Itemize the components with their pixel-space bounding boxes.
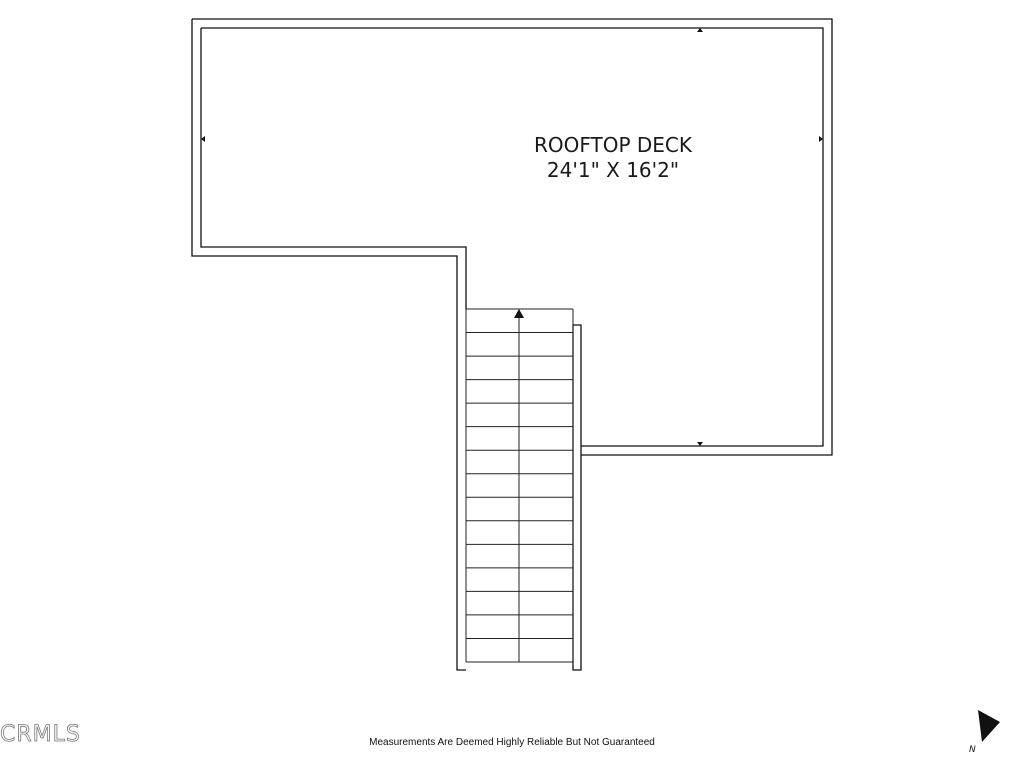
staircase (466, 309, 573, 662)
crmls-logo: CRMLS (0, 722, 81, 747)
room-dimensions: 24'1" X 16'2" (546, 158, 680, 182)
north-arrow-icon (978, 710, 1000, 742)
stair-up-arrow-icon (514, 309, 524, 318)
deck-outer-wall (192, 19, 832, 670)
deck-inner-wall (201, 28, 823, 446)
compass (969, 710, 1000, 755)
measurement-disclaimer: Measurements Are Deemed Highly Reliable But Not Guaranteed (369, 737, 655, 748)
room-name: ROOFTOP DECK (533, 133, 693, 157)
stair-right-wall (573, 325, 581, 670)
compass-label: N (969, 745, 976, 755)
